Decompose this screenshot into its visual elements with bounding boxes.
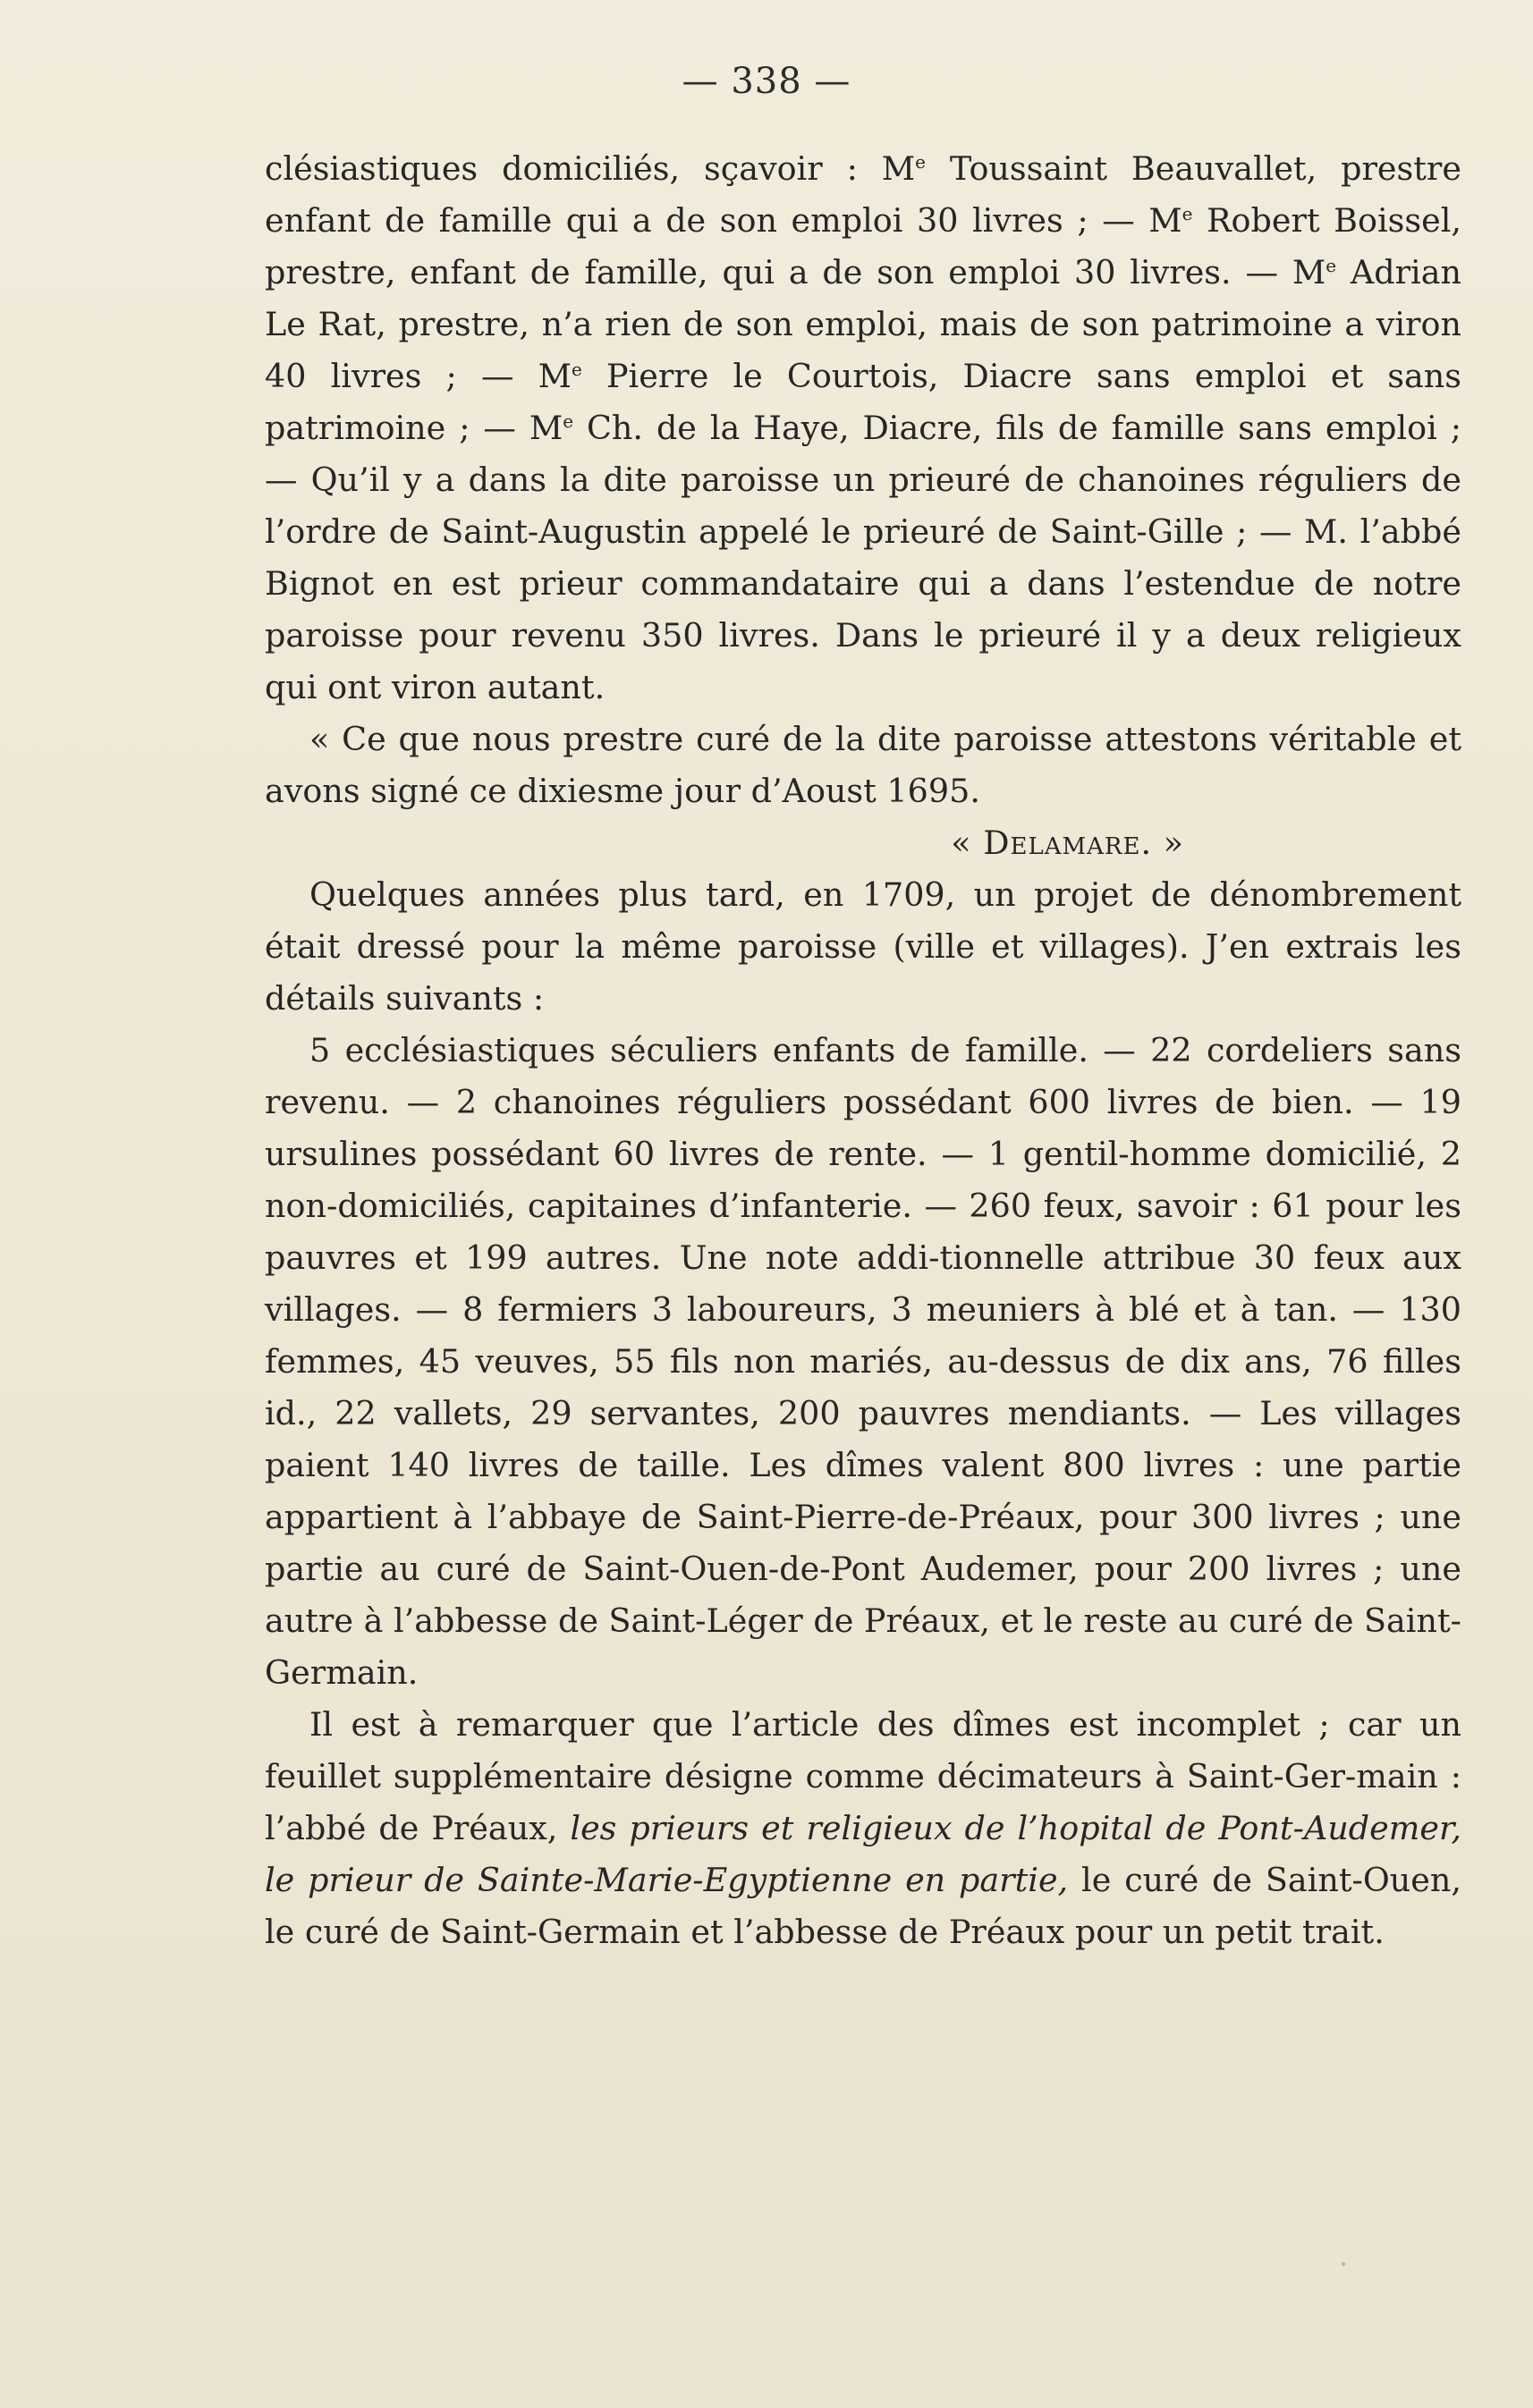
page-number: — 338 — bbox=[682, 61, 851, 102]
body-text bbox=[265, 143, 1461, 1958]
superscript: e bbox=[1182, 202, 1193, 224]
paragraph-1709-census: Quelques années plus tard, en 1709, un projet de dénombrement était dressé pour la même paroisse (ville et villages). J’en extrais les détails suivants : bbox=[265, 875, 1461, 1018]
text-segment: Toussaint Beauvallet, prestre enfant de famille qui a de son emploi 30 livres ; — M bbox=[265, 149, 1461, 240]
text-segment: clésiastiques domiciliés, sçavoir : M bbox=[265, 149, 916, 188]
text-segment: Il est à remarquer que l’article des dîmes est incomplet ; car un feuillet supplémentaire désigne comme décimateurs à Saint-Ger-main : l’abbé de Préaux, bbox=[265, 1705, 1461, 1847]
paragraph-census-details: 5 ecclésiastiques séculiers enfants de famille. — 22 cordeliers sans revenu. — 2 chanoines réguliers possédant 600 livres de bien. — 19 ursulines possédant 60 livres de rente. — 1 gentil-homme domicilié, 2 non-domiciliés, capitaines d’infanterie. — 260 feux, savoir : 61 pour les pauvres et 199 autres. Une note addi-tionnelle attribue 30 feux aux villages. — 8 fermiers 3 laboureurs, 3 meuniers à blé et à tan. — 130 femmes, 45 veuves, 55 fils non mariés, au-dessus de dix ans, 76 filles id., 22 vallets, 29 servantes, 200 pauvres mendiants. — Les villages paient 140 livres de taille. Les dîmes valent 800 livres : une partie appartient à l’abbaye de Saint-Pierre-de-Préaux, pour 300 livres ; une partie au curé de Saint-Ouen-de-Pont Audemer, pour 200 livres ; une autre à l’abbesse de Saint-Léger de Préaux, et le reste au curé de Saint-Germain. bbox=[265, 1031, 1461, 1692]
italic-segment: les prieurs et religieux de l’hopital de Pont-Audemer, le prieur de Sainte-Marie-Egyptienne en partie, bbox=[265, 1809, 1462, 1899]
paragraph-tithes-note bbox=[265, 1699, 1461, 1958]
paragraph-clergy-list bbox=[265, 143, 1461, 714]
superscript: e bbox=[915, 150, 927, 173]
text-segment: Pierre le Courtois, Diacre sans emploi et sans patrimoine ; — M bbox=[265, 357, 1461, 447]
text-segment: Robert Boissel, prestre, enfant de famille, qui a de son emploi 30 livres. — M bbox=[265, 201, 1461, 291]
text-segment: le curé de Saint-Ouen, le curé de Saint-Germain et l’abbesse de Préaux pour un petit trait. bbox=[265, 1861, 1461, 1951]
signature-delamare: « Delamare. » bbox=[951, 824, 1184, 862]
paragraph-attestation: « Ce que nous prestre curé de la dite paroisse attestons véritable et avons signé ce dixiesme jour d’Aoust 1695. bbox=[265, 720, 1461, 810]
superscript: e bbox=[1325, 254, 1337, 276]
text-segment: Adrian Le Rat, prestre, n’a rien de son emploi, mais de son patrimoine a viron 40 livres ; — M bbox=[265, 253, 1461, 395]
paper-speck bbox=[1342, 2262, 1345, 2266]
superscript: e bbox=[571, 358, 582, 380]
text-segment: Ch. de la Haye, Diacre, fils de famille sans emploi ; — Qu’il y a dans la dite paroisse un prieuré de chanoines réguliers de l’ordre de Saint-Augustin appelé le prieuré de Saint-Gille ; — M. l’abbé Bignot en est prieur commandataire qui a dans l’estendue de notre paroisse pour revenu 350 livres. Dans le prieuré il y a deux religieux qui ont viron autant. bbox=[265, 409, 1461, 706]
superscript: e bbox=[563, 410, 574, 432]
